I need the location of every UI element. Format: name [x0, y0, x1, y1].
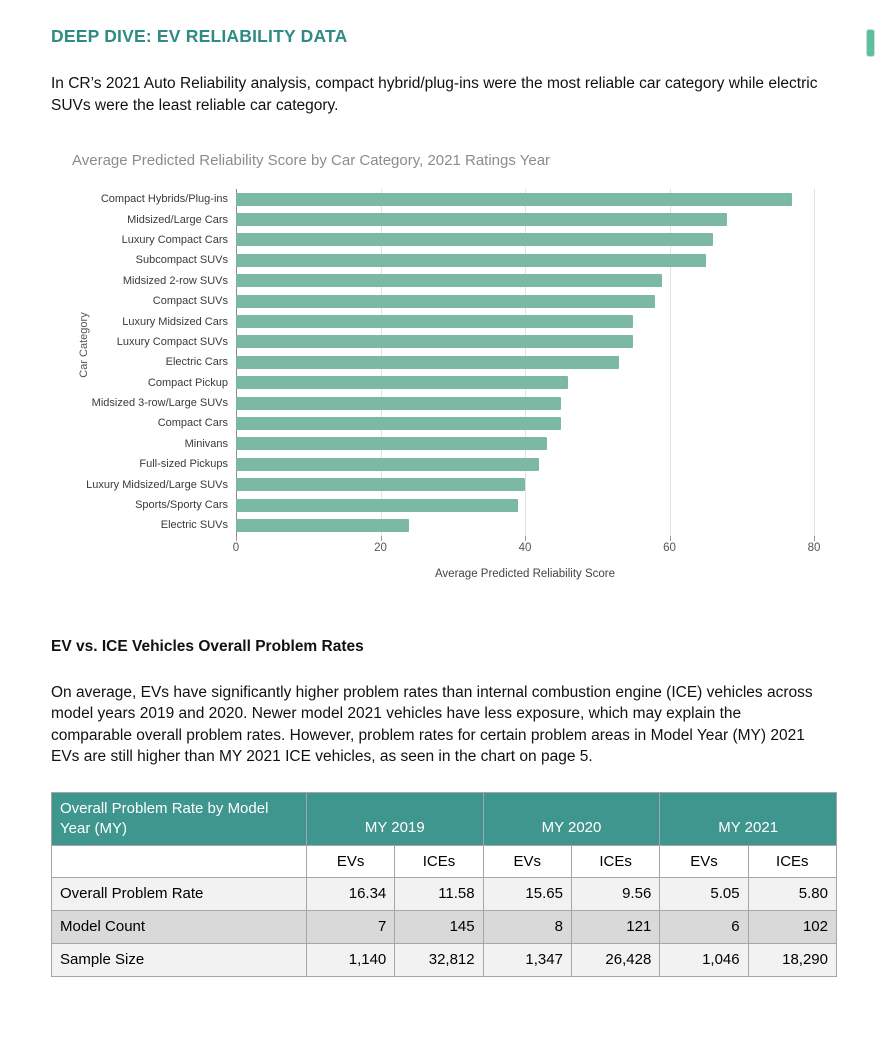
category-label: Compact Cars [157, 417, 228, 430]
tick-label: 80 [807, 541, 821, 554]
table-subheader-cell: ICEs [571, 845, 659, 877]
chart-row [60, 230, 870, 250]
table-subheader-cell: EVs [660, 845, 748, 877]
chart-row [60, 413, 870, 433]
chart-title: Average Predicted Reliability Score by Car Category, 2021 Ratings Year [72, 152, 551, 169]
chart-row [60, 515, 870, 535]
table-subheader-cell: EVs [483, 845, 571, 877]
table-header-my2019: MY 2019 [306, 792, 483, 845]
chart-row [60, 291, 870, 311]
category-label: Midsized 3-row/Large SUVs [91, 397, 228, 410]
table-subheader-cell: EVs [306, 845, 394, 877]
table-value-cell: 32,812 [395, 943, 483, 976]
category-label: Midsized/Large Cars [127, 213, 228, 226]
bar [236, 376, 568, 389]
category-label: Electric SUVs [160, 519, 228, 532]
bar [236, 356, 619, 369]
problem-rate-table [51, 792, 837, 977]
page-title: DEEP DIVE: EV RELIABILITY DATA [51, 26, 348, 46]
category-label: Luxury Compact Cars [121, 233, 228, 246]
chart-row [60, 352, 870, 372]
bar [236, 437, 547, 450]
chart-row [60, 332, 870, 352]
bar [236, 519, 409, 532]
tick-label: 40 [518, 541, 532, 554]
bar [236, 478, 525, 491]
table-value-cell: 5.80 [748, 877, 836, 910]
table-value-cell: 11.58 [395, 877, 483, 910]
chart-row [60, 271, 870, 291]
table-subheader-empty [52, 845, 307, 877]
bar [236, 193, 792, 206]
table-row [52, 943, 837, 976]
table-row [52, 910, 837, 943]
chart-x-axis-label: Average Predicted Reliability Score [434, 567, 616, 580]
table-subheader-cell: ICEs [748, 845, 836, 877]
category-label: Full-sized Pickups [139, 458, 228, 471]
table-subheader-cell: ICEs [395, 845, 483, 877]
table-value-cell: 1,347 [483, 943, 571, 976]
table-subheader-row [52, 845, 837, 877]
tick-mark [525, 536, 526, 541]
intro-paragraph: In CR’s 2021 Auto Reliability analysis, compact hybrid/plug-ins were the most reliable car category while electric SUVs were the least reliable car category. [51, 75, 818, 114]
bar [236, 397, 561, 410]
chart-row [60, 474, 870, 494]
bar [236, 274, 662, 287]
chart-x-axis-ticks [232, 536, 870, 556]
table-value-cell: 18,290 [748, 943, 836, 976]
bar [236, 254, 706, 267]
chart-row [60, 189, 870, 209]
section-paragraph: On average, EVs have significantly higher problem rates than internal combustion engine (ICE) vehicles across model years 2019 and 2020. Newer model 2021 vehicles have less exposure, which may explain the comparable overall problem rates. However, problem rates for certain problem areas in Model Year (MY) 2021 EVs are still higher than MY 2021 ICE vehicles, as seen in the chart on page 5. [51, 683, 813, 766]
table-header-my2020: MY 2020 [483, 792, 660, 845]
tick-mark [236, 536, 237, 541]
bar [236, 295, 655, 308]
table-value-cell: 8 [483, 910, 571, 943]
chart-row [60, 393, 870, 413]
category-label: Compact Hybrids/Plug-ins [100, 193, 228, 206]
tick-mark [814, 536, 815, 541]
chart-row [60, 250, 870, 270]
category-label: Sports/Sporty Cars [135, 499, 228, 512]
chart-row [60, 454, 870, 474]
bar [236, 213, 727, 226]
bar [236, 499, 518, 512]
table-value-cell: 9.56 [571, 877, 659, 910]
table-header-title: Overall Problem Rate by Model Year (MY) [52, 792, 307, 845]
table-header-row [52, 792, 837, 845]
section-title: EV vs. ICE Vehicles Overall Problem Rates [51, 637, 364, 655]
chart-plot-area [60, 189, 870, 536]
tick-label: 0 [232, 541, 240, 554]
table-value-cell: 15.65 [483, 877, 571, 910]
table-value-cell: 1,046 [660, 943, 748, 976]
bar [236, 315, 633, 328]
chart-row [60, 495, 870, 515]
bar [236, 458, 539, 471]
table-value-cell: 145 [395, 910, 483, 943]
chart-row [60, 209, 870, 229]
category-label: Compact SUVs [152, 295, 228, 308]
tick-mark [670, 536, 671, 541]
tick-mark [381, 536, 382, 541]
table-row-label: Sample Size [52, 943, 307, 976]
table-row [52, 877, 837, 910]
table-header-my2021: MY 2021 [660, 792, 837, 845]
table-value-cell: 26,428 [571, 943, 659, 976]
reliability-bar-chart [60, 152, 870, 580]
table-value-cell: 1,140 [306, 943, 394, 976]
tick-label: 20 [374, 541, 387, 554]
category-label: Midsized 2-row SUVs [122, 274, 228, 287]
category-label: Minivans [184, 437, 228, 450]
bar [236, 233, 713, 246]
category-label: Compact Pickup [147, 376, 228, 389]
chart-row [60, 311, 870, 331]
bar [236, 417, 561, 430]
scrollbar-thumb[interactable] [866, 29, 875, 57]
category-label: Luxury Midsized Cars [122, 315, 228, 328]
tick-label: 60 [663, 541, 676, 554]
table-value-cell: 6 [660, 910, 748, 943]
chart-y-axis-label: Car Category [78, 312, 90, 378]
chart-row [60, 373, 870, 393]
category-label: Electric Cars [165, 356, 228, 369]
bar [236, 335, 633, 348]
table-row-label: Overall Problem Rate [52, 877, 307, 910]
chart-row [60, 434, 870, 454]
category-label: Luxury Compact SUVs [116, 335, 228, 348]
category-label: Subcompact SUVs [135, 254, 228, 267]
table-value-cell: 102 [748, 910, 836, 943]
table-value-cell: 5.05 [660, 877, 748, 910]
category-label: Luxury Midsized/Large SUVs [86, 478, 228, 491]
table-row-label: Model Count [52, 910, 307, 943]
table-value-cell: 16.34 [306, 877, 394, 910]
table-value-cell: 7 [306, 910, 394, 943]
table-value-cell: 121 [571, 910, 659, 943]
